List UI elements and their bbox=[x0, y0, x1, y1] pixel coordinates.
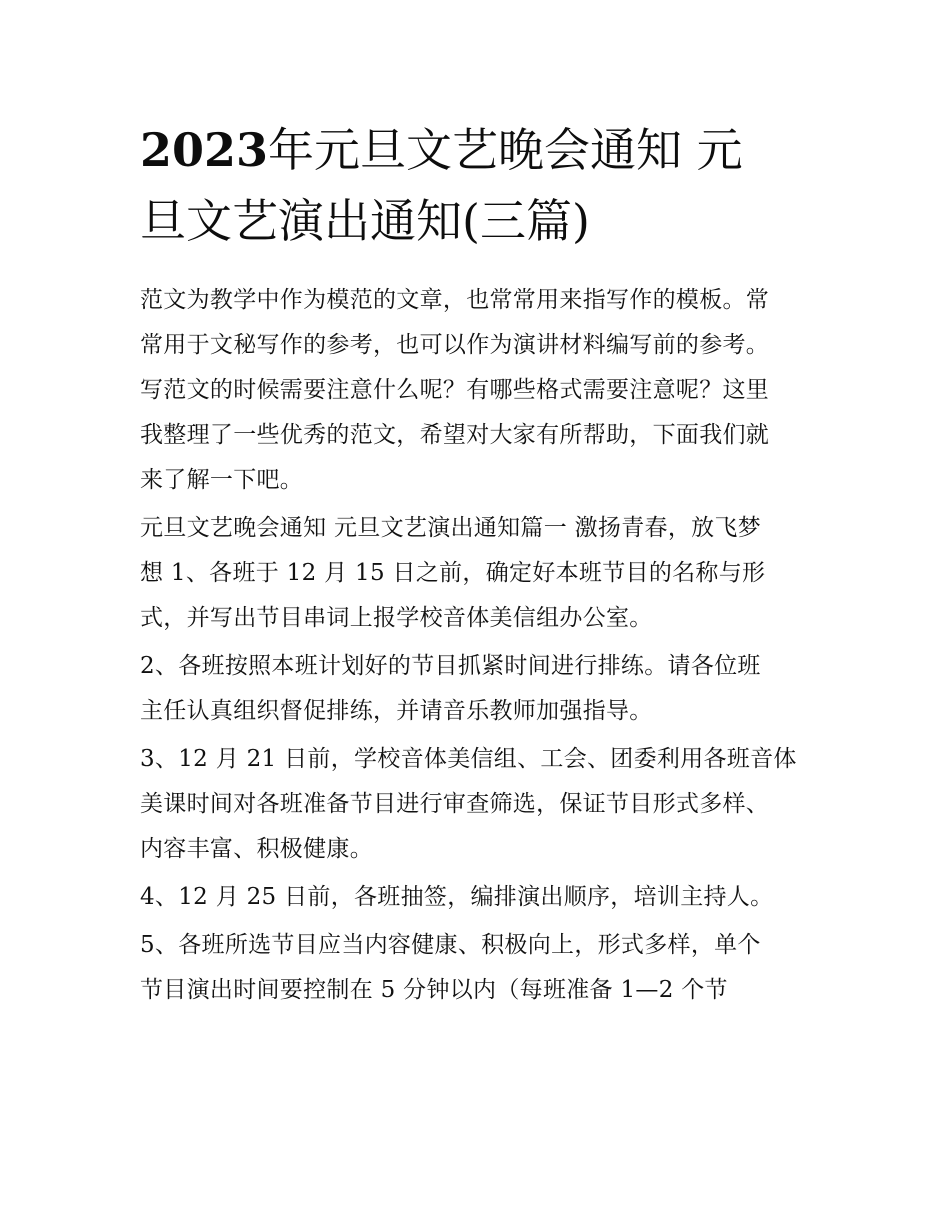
item-5-paragraph bbox=[140, 923, 830, 1013]
item-2-paragraph bbox=[140, 644, 830, 734]
title-line-1-text: 年元旦文艺晚会通知 元 bbox=[268, 123, 743, 177]
paragraph-line: 写范文的时候需要注意什么呢？有哪些格式需要注意呢？这里 bbox=[140, 377, 770, 403]
title-line-2: 旦文艺演出通知(三篇) bbox=[140, 194, 590, 248]
paragraph-line: 2、各班按照本班计划好的节目抓紧时间进行排练。请各位班 bbox=[140, 653, 761, 679]
section-1-paragraph bbox=[140, 506, 830, 641]
paragraph-line: 美课时间对各班准备节目进行审查筛选，保证节目形式多样、 bbox=[140, 791, 770, 817]
document-body bbox=[140, 278, 830, 1013]
paragraph-line: 常用于文秘写作的参考，也可以作为演讲材料编写前的参考。 bbox=[140, 332, 770, 358]
item-3-paragraph bbox=[140, 737, 830, 872]
paragraph-line: 我整理了一些优秀的范文，希望对大家有所帮助，下面我们就 bbox=[140, 422, 770, 448]
paragraph-line: 想 1、各班于 12 月 15 日之前，确定好本班节目的名称与形 bbox=[140, 560, 766, 586]
paragraph-line: 节目演出时间要控制在 5 分钟以内（每班准备 1—2 个节 bbox=[140, 977, 728, 1003]
paragraph-line: 内容丰富、积极健康。 bbox=[140, 836, 373, 862]
paragraph-line: 范文为教学中作为模范的文章，也常常用来指写作的模板。常 bbox=[140, 287, 770, 313]
title-line-1 bbox=[140, 115, 820, 186]
paragraph-line: 元旦文艺晚会通知 元旦文艺演出通知篇一 激扬青春，放飞梦 bbox=[140, 515, 762, 541]
paragraph-line: 5、各班所选节目应当内容健康、积极向上，形式多样，单个 bbox=[140, 932, 761, 958]
paragraph-line: 主任认真组织督促排练，并请音乐教师加强指导。 bbox=[140, 698, 653, 724]
paragraph-line: 4、12 月 25 日前，各班抽签，编排演出顺序，培训主持人。 bbox=[140, 884, 774, 910]
paragraph-line: 3、12 月 21 日前，学校音体美信组、工会、团委利用各班音体 bbox=[140, 746, 797, 772]
document-title bbox=[140, 115, 820, 257]
item-4-paragraph bbox=[140, 875, 830, 920]
paragraph-line: 式，并写出节目串词上报学校音体美信组办公室。 bbox=[140, 605, 653, 631]
paragraph-line: 来了解一下吧。 bbox=[140, 467, 304, 493]
title-year: 2023 bbox=[140, 123, 269, 177]
intro-paragraph bbox=[140, 278, 830, 503]
